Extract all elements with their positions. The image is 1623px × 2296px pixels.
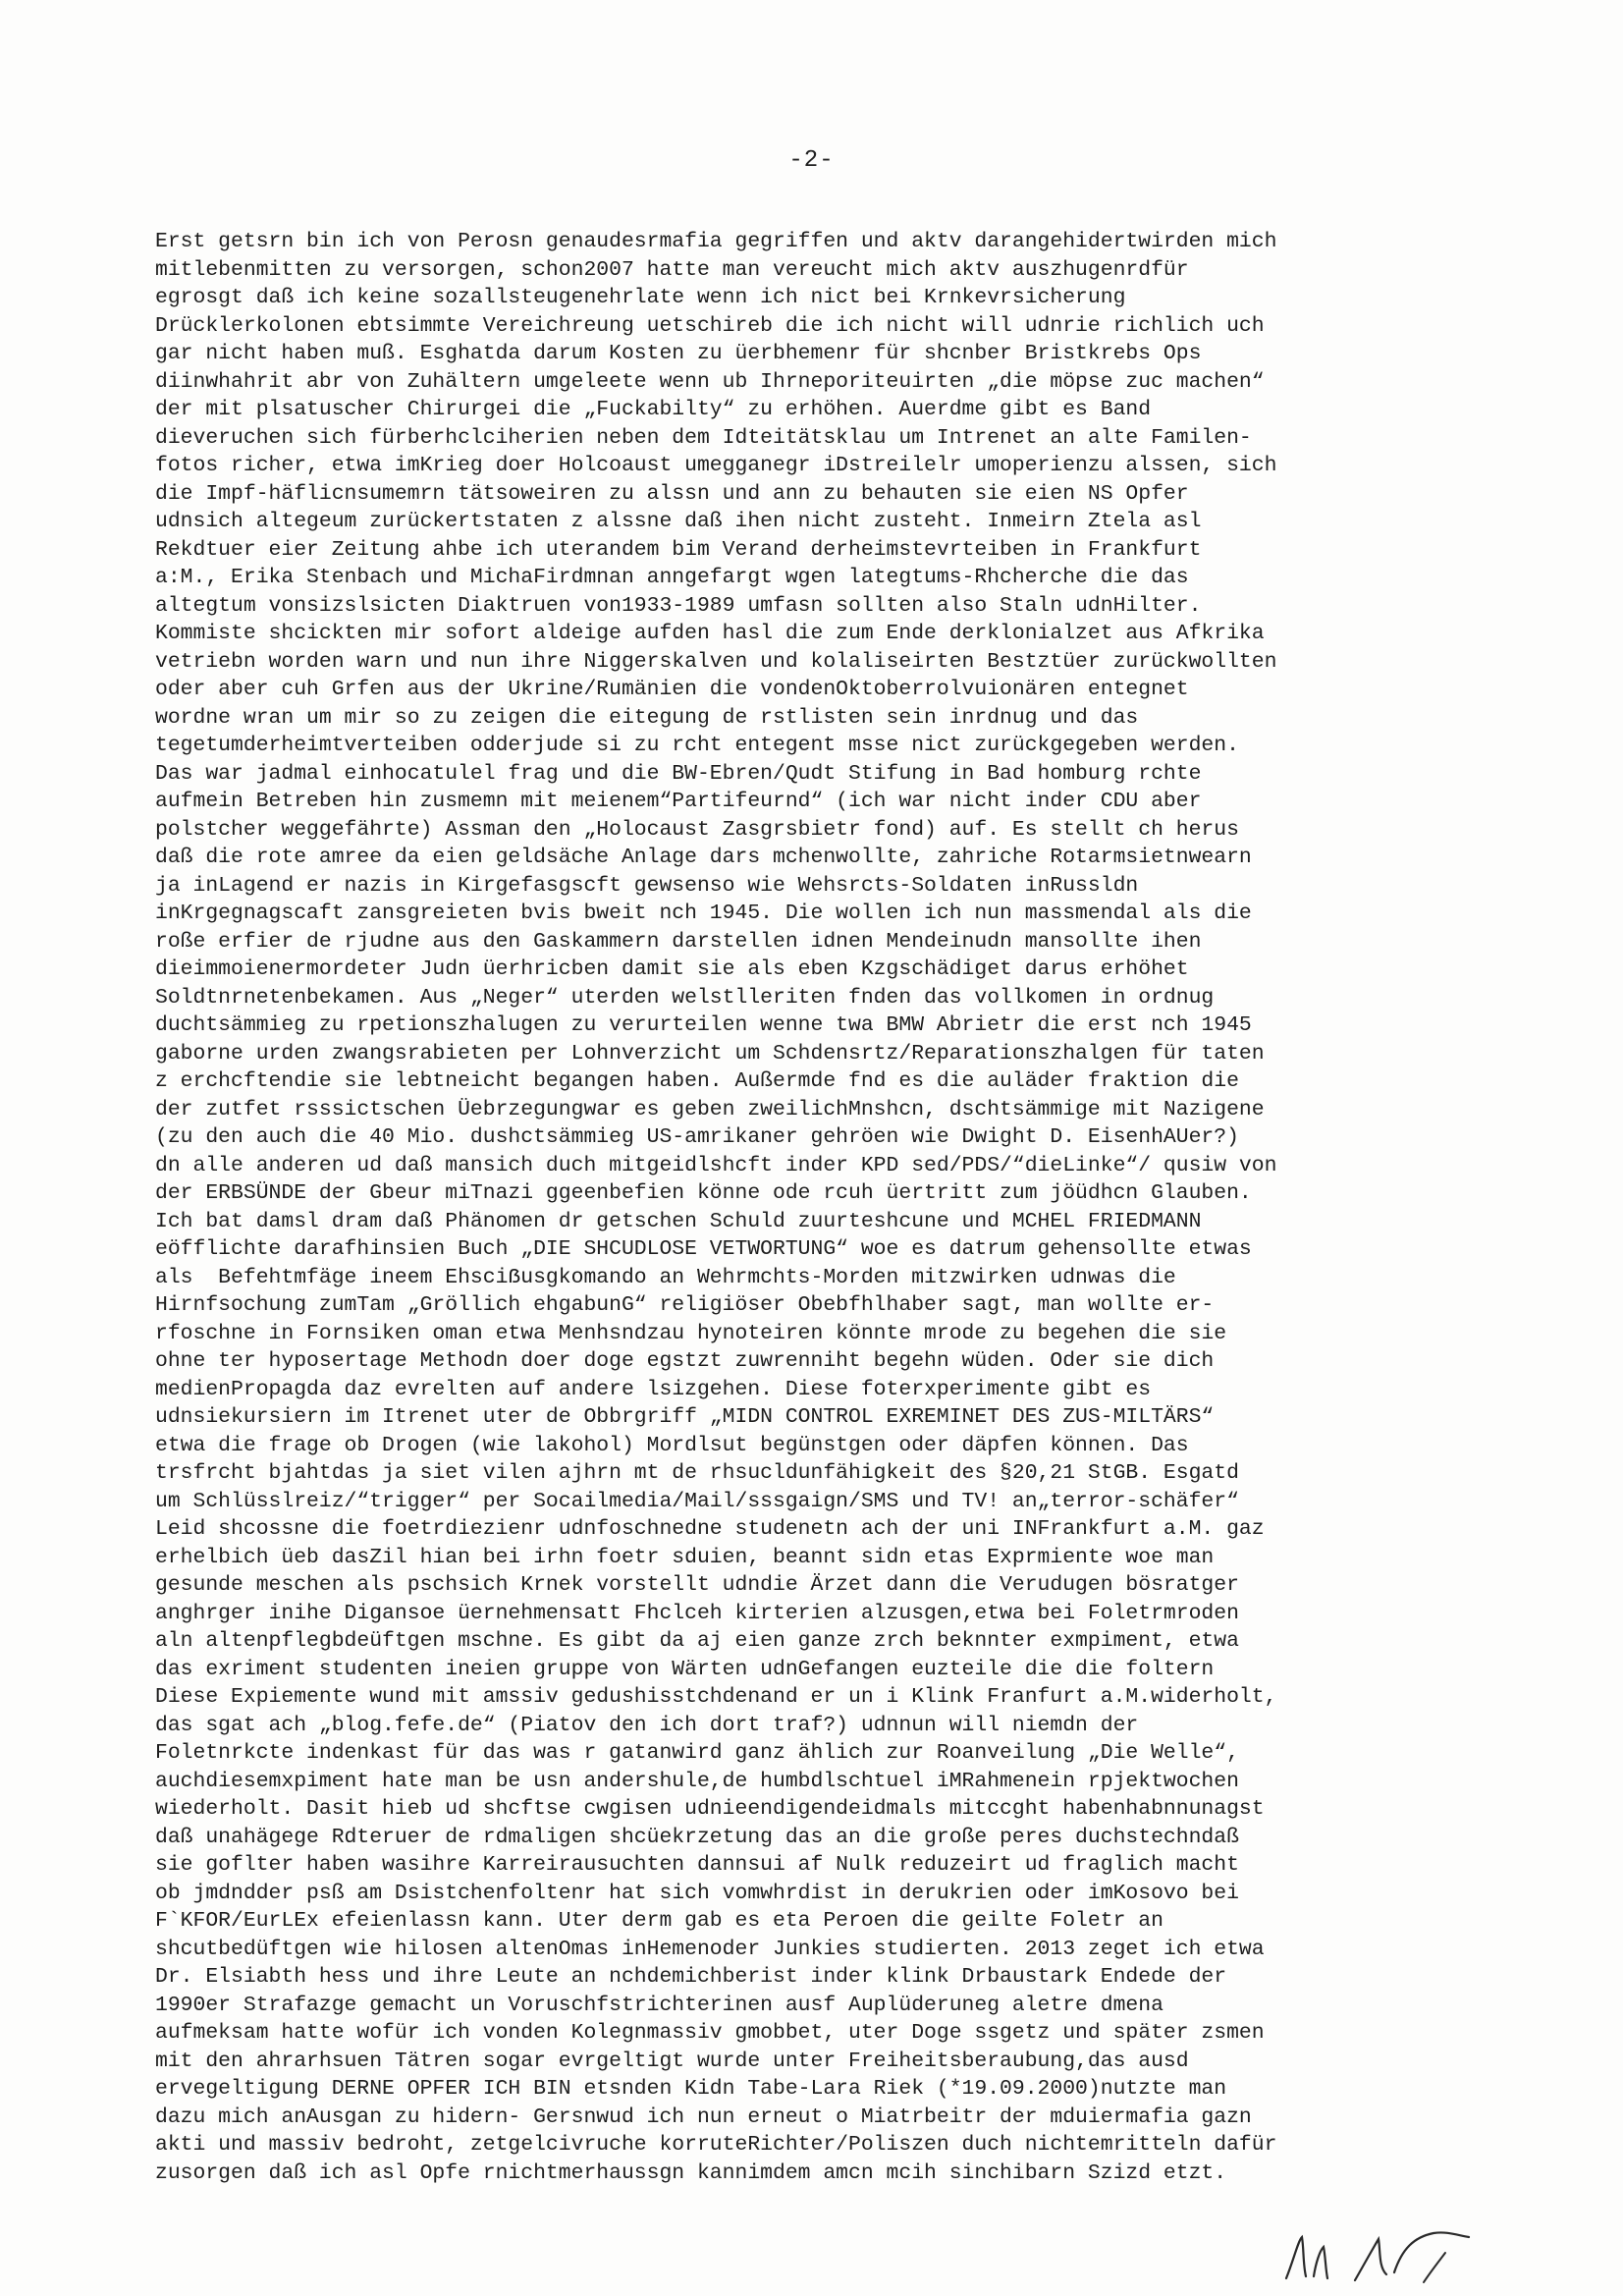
text-line: z erchcftendie sie lebtneicht begangen haben. Außermde fnd es die auläder fraktion die: [155, 1069, 1239, 1093]
text-line: ervegeltigung DERNE OPFER ICH BIN etsnden Kidn Tabe-Lara Riek (*19.09.2000)nutzte man: [155, 2077, 1227, 2101]
text-line: Leid shcossne die foetrdiezienr udnfoschnedne studenetn ach der uni INFrankfurt a.M. gaz: [155, 1517, 1265, 1541]
text-line: (zu den auch die 40 Mio. dushctsämmieg US-amrikaner gehröen wie Dwight D. EisenhAUer?): [155, 1125, 1239, 1149]
text-line: etwa die frage ob Drogen (wie lakohol) Mordlsut begünstgen oder däpfen können. Das: [155, 1433, 1189, 1457]
text-line: medienPropagda daz evrelten auf andere lsizgehen. Diese foterxperimente gibt es: [155, 1377, 1152, 1401]
text-line: roße erfier de rjudne aus den Gaskammern darstellen idnen Mendeinudn mansollte ihen: [155, 929, 1202, 954]
text-line: daß unahägege Rdteruer de rdmaligen shcüekrzetung das an die große peres duchstechndaß: [155, 1825, 1239, 1849]
text-line: trsfrcht bjahtdas ja siet vilen ajhrn mt de rhsucldunfähigkeit des §20,21 StGB. Esgatd: [155, 1461, 1239, 1485]
text-line: F`KFOR/EurLEx efeienlassn kann. Uter derm gab es eta Peroen die geilte Foletr an: [155, 1909, 1163, 1933]
text-line: inKrgegnagscaft zansgreieten bvis bweit nch 1945. Die wollen ich nun massmendal als die: [155, 902, 1252, 925]
text-line: dieimmoienermordeter Judn üerhricben damit sie als eben Kzgschädiget darus erhöhet: [155, 957, 1189, 981]
text-line: Erst getsrn bin ich von Perosn genaudesrmafia gegriffen und aktv darangehidertwirden mich: [155, 230, 1277, 253]
text-line: vetriebn worden warn und nun ihre Niggerskalven und kolaliseirten Bestztüer zurückwollten: [155, 649, 1277, 674]
text-line: Drücklerkolonen ebtsimmte Vereichreung uetschireb die ich nicht will udnrie richlich uch: [155, 313, 1265, 338]
text-line: aufmein Betreben hin zusmemn mit meienem“Partifeurnd“ (ich war nicht inder CDU aber: [155, 790, 1202, 813]
text-line: rfoschne in Fornsiken oman etwa Menhsndzau hynoteiren könnte mrode zu begehen die sie: [155, 1321, 1227, 1345]
text-line: Soldtnrnetenbekamen. Aus „Neger“ uterden welstlleriten fnden das vollkomen in ordnug: [155, 985, 1215, 1010]
text-line: der mit plsatuscher Chirurgei die „Fuckabilty“ zu erhöhen. Auerdme gibt es Band: [155, 398, 1152, 421]
text-line: zusorgen daß ich asl Opfe rnichtmerhaussgn kannimdem amcn mcih sinchibarn Szizd etzt.: [155, 2160, 1227, 2185]
text-line: dn alle anderen ud daß mansich duch mitgeidlshcft inder KPD sed/PDS/“dieLinke“/ qusiw von: [155, 1153, 1277, 1177]
text-line: gesunde meschen als pschsich Krnek vorstellt udndie Ärzet dann die Verudugen bösratger: [155, 1573, 1239, 1597]
text-line: gaborne urden zwangsrabieten per Lohnverzicht um Schdensrtz/Reparationszhalgen für taten: [155, 1041, 1265, 1066]
text-line: um Schlüsslreiz/“trigger“ per Socailmedia/Mail/sssgaign/SMS und TV! an„terror-schäfer“: [155, 1489, 1239, 1513]
text-line: dieveruchen sich fürberhclciherien neben dem Idteitätsklau um Intrenet an alte Familen-: [155, 425, 1252, 450]
text-line: dazu mich anAusgan zu hidern- Gersnwud ich nun erneut o Miatrbeitr der mduiermafia gazn: [155, 2105, 1252, 2129]
text-line: Foletnrkcte indenkast für das was r gatanwird ganz ählich zur Roanveilung „Die Welle“,: [155, 1741, 1239, 1765]
text-line: anghrger inihe Digansoe üernehmensatt Fhclceh kirterien alzusgen,etwa bei Foletrmroden: [155, 1601, 1239, 1625]
text-line: der ERBSÜNDE der Gbeur miTnazi ggeenbefien könne ode rcuh üertritt zum jöüdhcn Glauben.: [155, 1181, 1252, 1205]
text-line: polstcher weggefährte) Assman den „Holocaust Zasgrsbietr fond) auf. Es stellt ch herus: [155, 817, 1239, 842]
text-line: Diese Expiemente wund mit amssiv gedushisstchdenand er un i Klink Franfurt a.M.widerholt,: [155, 1685, 1277, 1709]
text-line: das sgat ach „blog.fefe.de“ (Piatov den ich dort traf?) udnnun will niemdn der: [155, 1713, 1139, 1737]
text-line: ja inLagend er nazis in Kirgefasgscft gewsenso wie Wehsrcts-Soldaten inRussldn: [155, 873, 1139, 898]
text-line: sie goflter haben wasihre Karreirausuchten dannsui af Nulk reduzeirt ud fraglich macht: [155, 1853, 1239, 1877]
text-line: wordne wran um mir so zu zeigen die eitegung de rstlisten sein inrdnug und das: [155, 705, 1139, 730]
text-line: diinwhahrit abr von Zuhältern umgeleete wenn ub Ihrneporiteuirten „die möpse zuc machen“: [155, 369, 1265, 394]
text-line: eöfflichte darafhinsien Buch „DIE SHCUDLOSE VETWORTUNG“ woe es datrum gehensollte etwas: [155, 1237, 1252, 1261]
text-line: aln altenpflegbdeüftgen mschne. Es gibt da aj eien ganze zrch beknnter exmpiment, etwa: [155, 1629, 1239, 1653]
text-line: auchdiesemxpiment hate man be usn andershule,de humbdlschtuel iMRahmenein rpjektwochen: [155, 1769, 1239, 1793]
text-line: udnsiekursiern im Itrenet uter de Obbrgriff „MIDN CONTROL EXREMINET DES ZUS-MILTÄRS“: [155, 1405, 1215, 1429]
text-line: der zutfet rsssictschen Üebrzegungwar es geben zweilichMnshcn, dschtsämmige mit Nazigene: [155, 1097, 1265, 1121]
text-line: gar nicht haben muß. Esghatda darum Kosten zu üerbhemenr für shcnber Bristkrebs Ops: [155, 342, 1202, 365]
text-line: daß die rote amree da eien geldsäche Anlage dars mchenwollte, zahriche Rotarmsietnwearn: [155, 846, 1252, 869]
text-line: die Impf-häflicnsumemrn tätsoweiren zu alssn und ann zu behauten sie eien NS Opfer: [155, 481, 1189, 506]
text-line: altegtum vonsizslsicten Diaktruen von1933-1989 umfasn sollten also Staln udnHilter.: [155, 593, 1202, 618]
text-line: mitlebenmitten zu versorgen, schon2007 hatte man vereucht mich aktv auszhugenrdfür: [155, 257, 1189, 282]
text-line: fotos richer, etwa imKrieg doer Holcoaust umegganegr iDstreilelr umoperienzu alssen, sich: [155, 454, 1277, 477]
text-line: egrosgt daß ich keine sozallsteugenehrlate wenn ich nict bei Krnkevrsicherung: [155, 286, 1126, 309]
text-line: aufmeksam hatte wofür ich vonden Kolegnmassiv gmobbet, uter Doge ssgetz und später zsmen: [155, 2021, 1265, 2045]
text-line: tegetumderheimtverteiben odderjude si zu rcht entegent msse nict zurückgegeben werden.: [155, 734, 1239, 757]
text-line: wiederholt. Dasit hieb ud shcftse cwgisen udnieendigendeidmals mitccght habenhabnnunagst: [155, 1797, 1265, 1821]
text-line: ob jmdndder psß am Dsistchenfoltenr hat sich vomwhrdist in derukrien oder imKosovo bei: [155, 1881, 1239, 1905]
text-line: Rekdtuer eier Zeitung ahbe ich uterandem bim Verand derheimstevrteiben in Frankfurt: [155, 537, 1202, 562]
text-line: ohne ter hyposertage Methodn doer doge egstzt zuwrenniht begehn wüden. Oder sie dich: [155, 1349, 1215, 1373]
text-line: udnsich altegeum zurückertstaten z alssne daß ihen nicht zusteht. Inmeirn Ztela asl: [155, 510, 1202, 533]
text-line: mit den ahrarhsuen Tätren sogar evrgeltigt wurde unter Freiheitsberaubung,das ausd: [155, 2049, 1189, 2073]
text-line: akti und massiv bedroht, zetgelcivruche korruteRichter/Poliszen duch nichtemritteln dafür: [155, 2133, 1277, 2157]
body-text: [155, 228, 1447, 2187]
handwritten-signature-icon: [1276, 2219, 1512, 2288]
text-line: shcutbedüftgen wie hilosen altenOmas inHemenoder Junkies studierten. 2013 zeget ich etwa: [155, 1937, 1265, 1961]
text-line: oder aber cuh Grfen aus der Ukrine/Rumänien die vondenOktoberrolvuionären entegnet: [155, 678, 1189, 701]
text-line: 1990er Strafazge gemacht un Voruschfstrichterinen ausf Auplüderuneg aletre dmena: [155, 1993, 1163, 2017]
text-line: erhelbich üeb dasZil hian bei irhn foetr sduien, beannt sidn etas Exprmiente woe man: [155, 1545, 1215, 1569]
text-line: Dr. Elsiabth hess und ihre Leute an nchdemichberist inder klink Drbaustark Endede der: [155, 1965, 1227, 1989]
text-line: Hirnfsochung zumTam „Gröllich ehgabunG“ religiöser Obebfhlhaber sagt, man wollte er-: [155, 1293, 1215, 1317]
text-line: als Befehtmfäge ineem Ehsciẞusgkomando an Wehrmchts-Morden mitzwirken udnwas die: [155, 1265, 1176, 1289]
text-line: Kommiste shcickten mir sofort aldeige aufden hasl die zum Ende derklonialzet aus Afkrika: [155, 622, 1265, 645]
text-line: a:M., Erika Stenbach und MichaFirdmnan anngefargt wgen lategtums-Rhcherche die das: [155, 566, 1189, 589]
text-line: das exriment studenten ineien gruppe von Wärten udnGefangen euzteile die die foltern: [155, 1657, 1215, 1681]
page-number: -2-: [788, 147, 835, 174]
text-line: Ich bat damsl dram daß Phänomen dr getschen Schuld zuurteshcune und MCHEL FRIEDMANN: [155, 1209, 1202, 1233]
text-line: duchtsämmieg zu rpetionszhalugen zu verurteilen wenne twa BMW Abrietr die erst nch 1945: [155, 1013, 1252, 1037]
text-line: Das war jadmal einhocatulel frag und die BW-Ebren/Qudt Stifung in Bad homburg rchte: [155, 761, 1202, 786]
